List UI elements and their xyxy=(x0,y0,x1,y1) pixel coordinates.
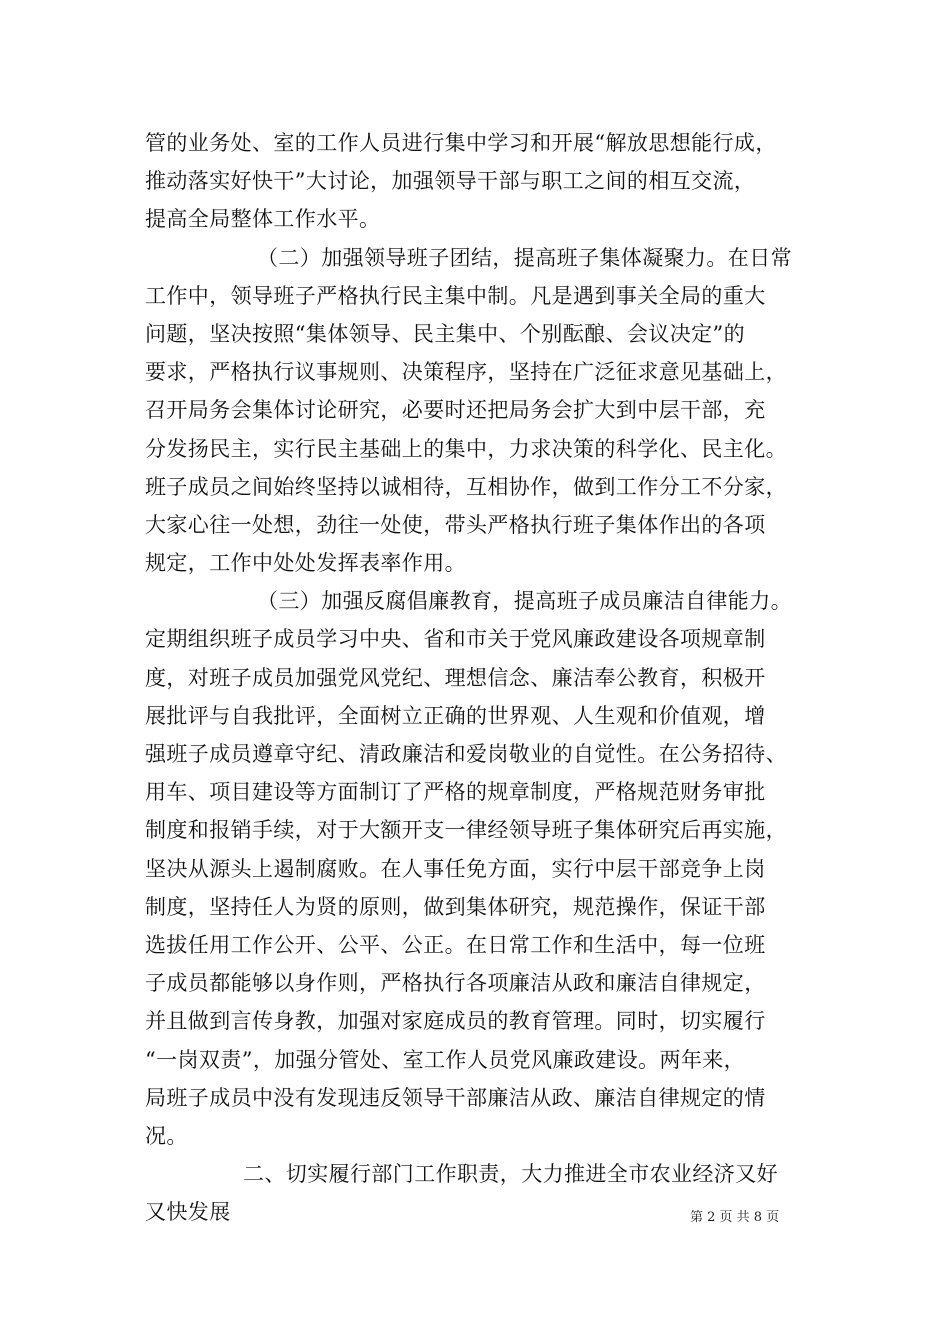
text-line: 又快发展 xyxy=(145,1200,231,1225)
text-line: 用车、项目建设等方面制订了严格的规章制度，严格规范财务审批 xyxy=(145,780,766,805)
text-line: 况。 xyxy=(145,1123,188,1148)
text-line: 选拔任用工作公开、公平、公正。在日常工作和生活中，每一位班 xyxy=(145,932,766,957)
page-number: 第 2 页 共 8 页 xyxy=(690,1210,780,1225)
text-line: 定期组织班子成员学习中央、省和市关于党风廉政建设各项规章制 xyxy=(145,627,766,652)
section-heading-line: （三）加强反腐倡廉教育，提高班子成员廉洁自律能力。 xyxy=(257,589,792,614)
text-line: “一岗双责”，加强分管处、室工作人员党风廉政建设。两年来， xyxy=(145,1047,746,1072)
text-line: 要求，严格执行议事规则、决策程序，坚持在广泛征求意见基础上， xyxy=(145,360,787,385)
text-line: 展批评与自我批评，全面树立正确的世界观、人生观和价值观，增 xyxy=(145,703,766,728)
text-line: 班子成员之间始终坚持以诚相待，互相协作，做到工作分工不分家， xyxy=(145,474,787,499)
text-line: 制度和报销手续，对于大额开支一律经领导班子集体研究后再实施， xyxy=(145,818,787,843)
text-line: 度，对班子成员加强党风党纪、理想信念、廉洁奉公教育，积极开 xyxy=(145,665,766,690)
text-line: 分发扬民主，实行民主基础上的集中，力求决策的科学化、民主化。 xyxy=(145,436,787,461)
section-heading-line: （二）加强领导班子团结，提高班子集体凝聚力。在日常 xyxy=(257,245,792,270)
text-line: 坚决从源头上遏制腐败。在人事任免方面，实行中层干部竞争上岗 xyxy=(145,856,766,881)
text-line: 提高全局整体工作水平。 xyxy=(145,207,381,232)
text-line: 并且做到言传身教，加强对家庭成员的教育管理。同时，切实履行 xyxy=(145,1009,766,1034)
text-line: 子成员都能够以身作则，严格执行各项廉洁从政和廉洁自律规定， xyxy=(145,971,766,996)
text-line: 强班子成员遵章守纪、清政廉洁和爱岗敬业的自觉性。在公务招待、 xyxy=(145,742,787,766)
text-line: 制度，坚持任人为贤的原则，做到集体研究，规范操作，保证干部 xyxy=(145,894,766,919)
text-line: 大家心往一处想，劲往一处使，带头严格执行班子集体作出的各项 xyxy=(145,512,766,537)
text-line: 局班子成员中没有发现违反领导干部廉洁从政、廉洁自律规定的情 xyxy=(145,1085,766,1110)
text-line: 推动落实好快干”大讨论，加强领导干部与职工之间的相互交流， xyxy=(145,169,756,194)
text-line: 召开局务会集体讨论研究，必要时还把局务会扩大到中层干部，充 xyxy=(145,398,766,423)
text-line: 管的业务处、室的工作人员进行集中学习和开展“解放思想能行成， xyxy=(145,131,777,155)
text-line: 规定，工作中处处发挥表率作用。 xyxy=(145,551,466,576)
document-body xyxy=(145,124,813,1231)
text-line: 问题，坚决按照“集体领导、民主集中、个别酝酿、会议决定”的 xyxy=(145,321,746,346)
text-line: 工作中，领导班子严格执行民主集中制。凡是遇到事关全局的重大 xyxy=(145,283,766,308)
chapter-heading-line: 二、切实履行部门工作职责，大力推进全市农业经济又好 xyxy=(243,1162,778,1187)
